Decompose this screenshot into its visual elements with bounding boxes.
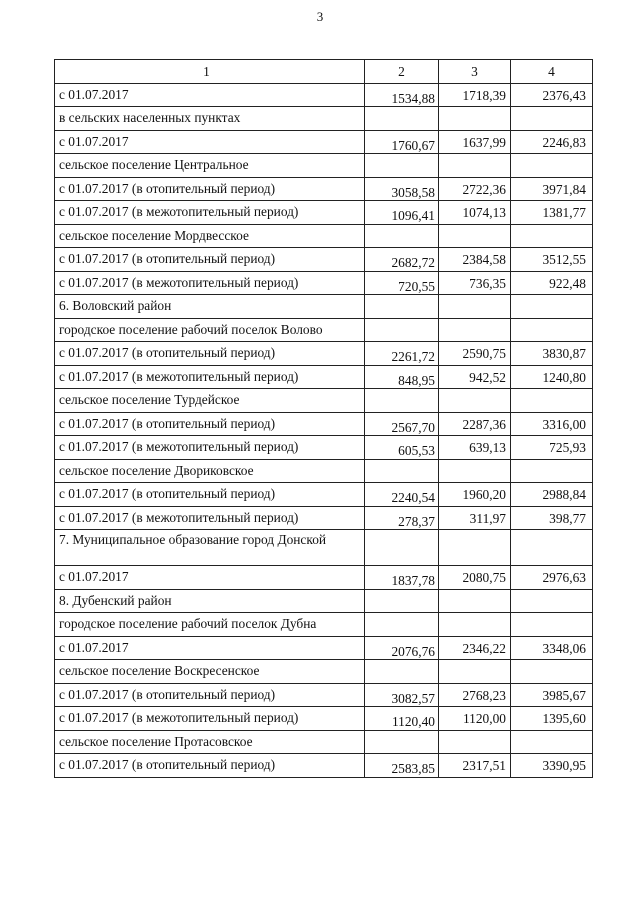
value-cell	[439, 530, 511, 566]
row-label: с 01.07.2017	[55, 130, 365, 154]
value-cell: 1240,80	[511, 365, 593, 389]
value-cell	[511, 224, 593, 248]
table-row	[55, 589, 593, 613]
row-label: с 01.07.2017 (в межотопительный период)	[55, 365, 365, 389]
value-cell: 2287,36	[439, 412, 511, 436]
value-cell: 2080,75	[439, 566, 511, 590]
value-cell: 3390,95	[511, 754, 593, 778]
value-cell: 1960,20	[439, 483, 511, 507]
value-cell	[511, 295, 593, 319]
row-label: 8. Дубенский район	[55, 589, 365, 613]
table-row	[55, 154, 593, 178]
value-cell: 2988,84	[511, 483, 593, 507]
table-row	[55, 754, 593, 778]
tariff-table	[54, 59, 593, 778]
value-cell: 2583,85	[365, 754, 439, 778]
value-cell	[511, 154, 593, 178]
row-label: с 01.07.2017 (в отопительный период)	[55, 248, 365, 272]
row-label: с 01.07.2017 (в отопительный период)	[55, 412, 365, 436]
value-cell: 2768,23	[439, 683, 511, 707]
table-row	[55, 530, 593, 566]
value-cell: 1760,67	[365, 130, 439, 154]
value-cell: 2261,72	[365, 342, 439, 366]
table-row	[55, 224, 593, 248]
value-cell	[511, 318, 593, 342]
table-row	[55, 412, 593, 436]
value-cell: 1837,78	[365, 566, 439, 590]
value-cell	[439, 459, 511, 483]
value-cell: 278,37	[365, 506, 439, 530]
value-cell: 922,48	[511, 271, 593, 295]
row-label: с 01.07.2017 (в отопительный период)	[55, 754, 365, 778]
value-cell	[511, 459, 593, 483]
table-row	[55, 613, 593, 637]
row-label: городское поселение рабочий поселок Волово	[55, 318, 365, 342]
value-cell: 3971,84	[511, 177, 593, 201]
column-header: 3	[439, 60, 511, 84]
row-label: сельское поселение Турдейское	[55, 389, 365, 413]
table-header-row	[55, 60, 593, 84]
row-label: сельское поселение Мордвесское	[55, 224, 365, 248]
value-cell: 1096,41	[365, 201, 439, 225]
value-cell: 2384,58	[439, 248, 511, 272]
value-cell	[511, 730, 593, 754]
value-cell	[439, 613, 511, 637]
value-cell: 1074,13	[439, 201, 511, 225]
value-cell	[511, 530, 593, 566]
value-cell: 2722,36	[439, 177, 511, 201]
value-cell: 2682,72	[365, 248, 439, 272]
value-cell: 2346,22	[439, 636, 511, 660]
value-cell: 725,93	[511, 436, 593, 460]
table-row	[55, 389, 593, 413]
row-label: с 01.07.2017	[55, 83, 365, 107]
column-header: 2	[365, 60, 439, 84]
value-cell	[439, 660, 511, 684]
row-label: с 01.07.2017 (в межотопительный период)	[55, 707, 365, 731]
value-cell: 2240,54	[365, 483, 439, 507]
value-cell	[365, 589, 439, 613]
value-cell	[511, 613, 593, 637]
row-label: с 01.07.2017 (в межотопительный период)	[55, 201, 365, 225]
row-label: с 01.07.2017 (в отопительный период)	[55, 483, 365, 507]
value-cell	[439, 295, 511, 319]
value-cell: 1120,00	[439, 707, 511, 731]
table-row	[55, 483, 593, 507]
value-cell	[365, 459, 439, 483]
value-cell: 605,53	[365, 436, 439, 460]
value-cell: 1395,60	[511, 707, 593, 731]
value-cell: 720,55	[365, 271, 439, 295]
row-label: сельское поселение Центральное	[55, 154, 365, 178]
table-row	[55, 459, 593, 483]
value-cell	[365, 530, 439, 566]
value-cell: 2317,51	[439, 754, 511, 778]
value-cell: 2976,63	[511, 566, 593, 590]
value-cell: 2567,70	[365, 412, 439, 436]
value-cell	[439, 589, 511, 613]
value-cell: 848,95	[365, 365, 439, 389]
value-cell	[365, 660, 439, 684]
table-row	[55, 271, 593, 295]
table-row	[55, 436, 593, 460]
value-cell	[365, 389, 439, 413]
row-label: с 01.07.2017 (в отопительный период)	[55, 177, 365, 201]
value-cell: 736,35	[439, 271, 511, 295]
row-label: с 01.07.2017 (в отопительный период)	[55, 342, 365, 366]
value-cell	[439, 318, 511, 342]
column-header: 1	[55, 60, 365, 84]
value-cell: 3316,00	[511, 412, 593, 436]
table-row	[55, 107, 593, 131]
row-label: с 01.07.2017 (в межотопительный период)	[55, 436, 365, 460]
row-label: городское поселение рабочий поселок Дубна	[55, 613, 365, 637]
table-row	[55, 248, 593, 272]
value-cell: 398,77	[511, 506, 593, 530]
value-cell: 1120,40	[365, 707, 439, 731]
value-cell	[439, 730, 511, 754]
value-cell: 311,97	[439, 506, 511, 530]
value-cell	[365, 154, 439, 178]
table-row	[55, 365, 593, 389]
value-cell: 639,13	[439, 436, 511, 460]
value-cell: 2246,83	[511, 130, 593, 154]
value-cell: 942,52	[439, 365, 511, 389]
row-label: с 01.07.2017 (в отопительный период)	[55, 683, 365, 707]
table-row	[55, 342, 593, 366]
value-cell	[439, 107, 511, 131]
value-cell	[511, 107, 593, 131]
table-row	[55, 707, 593, 731]
value-cell	[365, 224, 439, 248]
value-cell: 3985,67	[511, 683, 593, 707]
table-row	[55, 201, 593, 225]
value-cell: 3058,58	[365, 177, 439, 201]
table-row	[55, 506, 593, 530]
row-label: сельское поселение Воскресенское	[55, 660, 365, 684]
value-cell	[511, 389, 593, 413]
page-number: 3	[316, 9, 324, 24]
value-cell	[511, 589, 593, 613]
table-row	[55, 177, 593, 201]
row-label: 7. Муниципальное образование город Донской	[55, 530, 365, 566]
value-cell: 1637,99	[439, 130, 511, 154]
value-cell: 1381,77	[511, 201, 593, 225]
row-label: сельское поселение Двориковское	[55, 459, 365, 483]
table-row	[55, 636, 593, 660]
value-cell: 1534,88	[365, 83, 439, 107]
table-body	[55, 60, 593, 778]
table-row	[55, 130, 593, 154]
value-cell	[365, 730, 439, 754]
table-row	[55, 566, 593, 590]
value-cell	[365, 318, 439, 342]
value-cell: 2076,76	[365, 636, 439, 660]
table-row	[55, 660, 593, 684]
column-header: 4	[511, 60, 593, 84]
value-cell: 1718,39	[439, 83, 511, 107]
value-cell: 3512,55	[511, 248, 593, 272]
value-cell: 3082,57	[365, 683, 439, 707]
row-label: сельское поселение Протасовское	[55, 730, 365, 754]
table-row	[55, 295, 593, 319]
value-cell	[439, 224, 511, 248]
row-label: в сельских населенных пунктах	[55, 107, 365, 131]
table-row	[55, 730, 593, 754]
value-cell: 3830,87	[511, 342, 593, 366]
table-row	[55, 318, 593, 342]
value-cell	[365, 295, 439, 319]
value-cell: 3348,06	[511, 636, 593, 660]
value-cell	[439, 154, 511, 178]
row-label: с 01.07.2017 (в межотопительный период)	[55, 271, 365, 295]
table-row	[55, 683, 593, 707]
table-row	[55, 83, 593, 107]
row-label: с 01.07.2017	[55, 566, 365, 590]
value-cell	[439, 389, 511, 413]
row-label: с 01.07.2017 (в межотопительный период)	[55, 506, 365, 530]
value-cell: 2376,43	[511, 83, 593, 107]
row-label: с 01.07.2017	[55, 636, 365, 660]
value-cell: 2590,75	[439, 342, 511, 366]
value-cell	[365, 107, 439, 131]
value-cell	[365, 613, 439, 637]
value-cell	[511, 660, 593, 684]
row-label: 6. Воловский район	[55, 295, 365, 319]
